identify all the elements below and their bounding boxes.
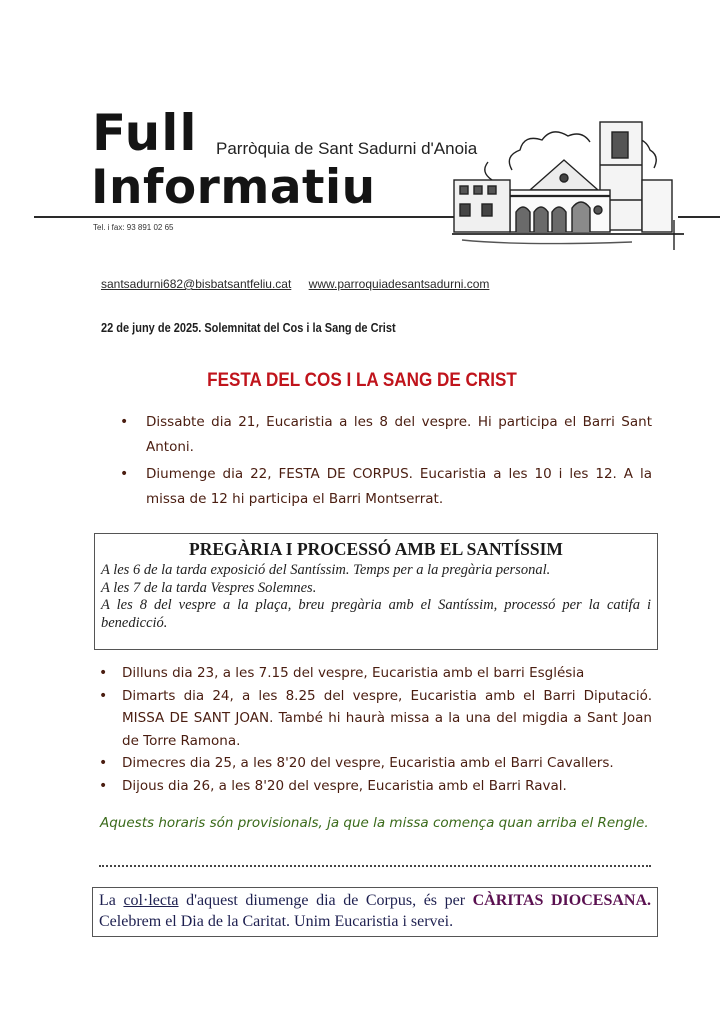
list-item [120,410,652,459]
collecta-suffix: Celebrem el Dia de la Caritat. Unim Eucaristia i servei. [99,913,454,930]
title-informatiu: Informatiu [91,160,376,215]
header-rule [34,216,454,218]
bullet-icon: • [99,777,108,794]
bullet-icon: • [120,414,129,430]
collecta-middle: d'aquest diumenge dia de Corpus, és per [178,892,473,909]
email-link[interactable]: santsadurni682@bisbatsantfeliu.cat [101,277,292,291]
bullet-icon: • [99,755,108,771]
pregaria-line: A les 6 de la tarda exposició del Santíssim. Temps per a la pregària personal. [101,562,551,578]
pregaria-title: PREGÀRIA I PROCESSÓ AMB EL SANTÍSSIM [189,539,563,559]
bullet-icon: • [99,687,108,704]
collecta-prefix: La [99,892,124,909]
list-item-text: Dilluns dia 23, a les 7.15 del vespre, Eucaristia amb el barri Església [122,665,585,681]
week-schedule-list [99,662,652,797]
pregaria-line: A les 7 de la tarda Vespres Solemnes. [101,579,317,596]
list-item [99,662,652,685]
list-item-text: Dissabte dia 21, Eucaristia a les 8 del vespre. Hi participa el Barri Sant Antoni. [146,414,652,455]
parish-name: Parròquia de Sant Sadurni d'Anoia [216,139,478,158]
bullet-icon: • [99,665,108,681]
telephone: Tel. i fax: 93 891 02 65 [93,223,174,232]
list-item-text: Dimarts dia 24, a les 8.25 del vespre, Eucaristia amb el Barri Diputació. MISSA DE SANT JOAN. També hi haurà missa a la una del migdia a Sant Joan de Torre Ramona. [122,687,652,749]
list-item [99,752,652,775]
masthead [0,0,724,250]
festa-title: FESTA DEL COS I LA SANG DE CRIST [207,370,517,391]
pregaria-box [94,533,658,650]
contact-links [101,277,503,291]
pregaria-line: A les 8 del vespre a la plaça, breu pregària amb el Santíssim, processó per la catifa i benedicció. [101,597,651,631]
list-item [120,462,652,511]
collecta-box [92,887,658,937]
dotted-divider [99,865,651,869]
list-item-text: Diumenge dia 22, FESTA DE CORPUS. Eucaristia a les 10 i les 12. A la missa de 12 hi participa el Barri Montserrat. [146,466,652,507]
list-item-text: Dijous dia 26, a les 8'20 del vespre, Eucaristia amb el Barri Raval. [122,777,567,794]
header-rule-right [678,216,720,218]
list-item [99,685,652,753]
list-item-text: Dimecres dia 25, a les 8'20 del vespre, Eucaristia amb el Barri Cavallers. [122,755,614,771]
church-illustration-icon [452,110,684,250]
bullet-icon: • [120,466,129,482]
website-link[interactable]: www.parroquiadesantsadurni.com [308,277,490,291]
provisional-note: Aquests horaris són provisionals, ja que la missa comença quan arriba el Rengle. [100,815,649,831]
festa-schedule-list [120,410,652,514]
list-item [99,775,652,798]
caritas-name: CÀRITAS DIOCESANA. [472,892,652,909]
collecta-word: col·lecta [123,892,179,909]
dateline: 22 de juny de 2025. Solemnitat del Cos i la Sang de Crist [101,321,396,335]
title-full: Full [92,104,198,162]
